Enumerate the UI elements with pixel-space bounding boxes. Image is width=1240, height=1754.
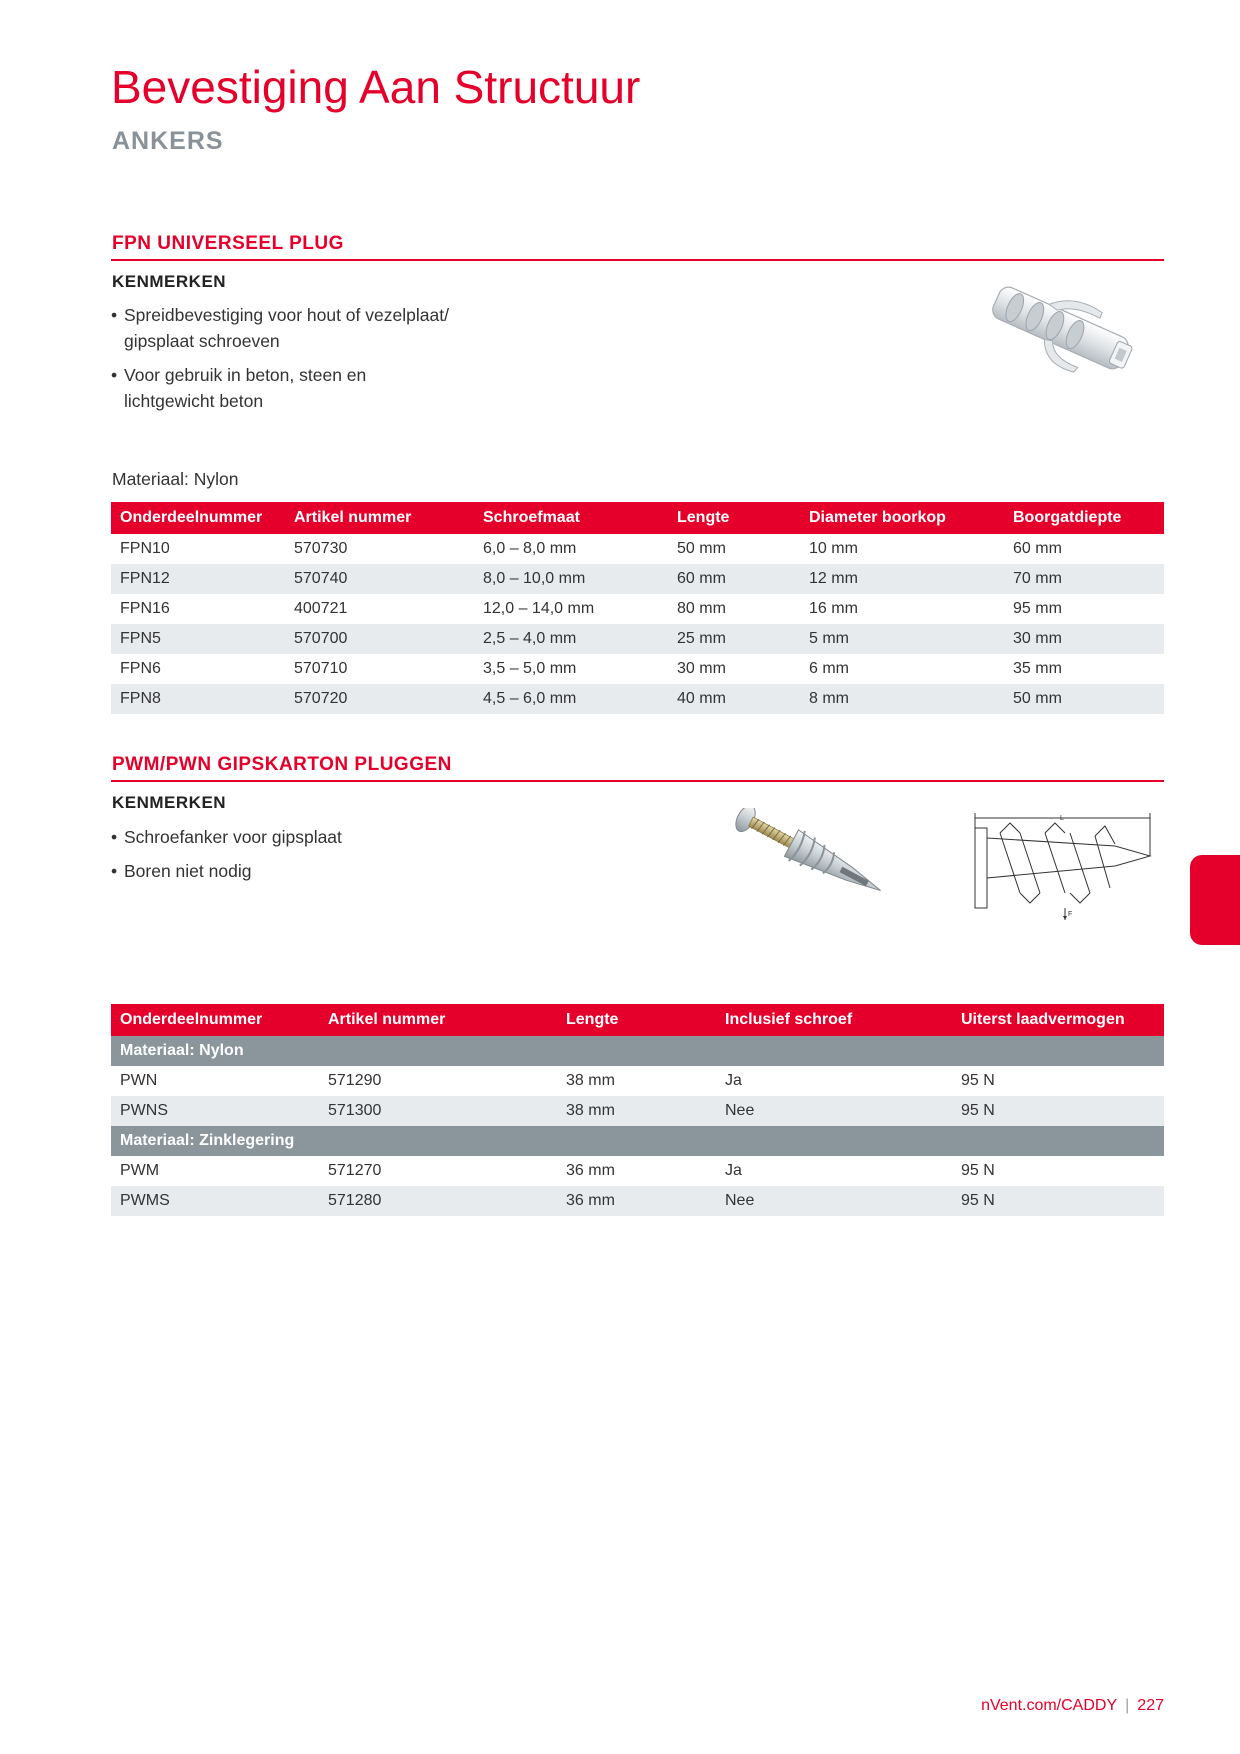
table-cell: PWNS [111,1096,319,1126]
table-cell: 570710 [294,660,348,677]
page-title: Bevestiging Aan Structuur [111,61,641,113]
table-cell: PWN [120,1072,158,1089]
footer: nVent.com/CADDY | 227 [981,1697,1164,1714]
table-cell: 571300 [319,1096,557,1126]
feature-item: • Boren niet nodig [111,858,511,884]
table-cell: 36 mm [557,1186,716,1216]
table-cell: Ja [725,1072,742,1089]
table-row [111,684,1164,714]
table-row [111,1186,1164,1216]
fpn-plug-image [980,285,1155,380]
table-cell: 3,5 – 5,0 mm [483,660,577,677]
table-row [111,624,1164,654]
table-group-row [111,1126,1164,1156]
feature-item: • Spreidbevestiging voor hout of vezelplaat/ gipsplaat schroeven [111,302,511,354]
section-rule [111,259,1164,261]
table-row [111,534,1164,564]
table-row [111,654,1164,684]
table-cell: 5 mm [800,624,1004,654]
features-list [111,824,511,892]
table-cell: 25 mm [668,624,800,654]
features-list [111,302,511,422]
table-cell: 12 mm [800,564,1004,594]
table-cell: PWM [120,1162,160,1179]
table-cell: 570730 [294,540,348,557]
table-cell: 38 mm [557,1096,716,1126]
table-cell: 571270 [328,1162,382,1179]
table-cell: 95 N [952,1096,1164,1126]
table-cell: 95 N [961,1162,995,1179]
table-cell: 570700 [285,624,474,654]
table-cell: 570740 [285,564,474,594]
pwm-spec-table [111,1004,1164,1216]
table-cell: 50 mm [677,540,726,557]
table-cell: 40 mm [668,684,800,714]
table-cell: 60 mm [668,564,800,594]
table-cell: 35 mm [1013,660,1062,677]
table-cell: 95 mm [1013,600,1062,617]
table-cell: 16 mm [809,600,858,617]
table-cell: 8,0 – 10,0 mm [474,564,668,594]
diagram-label-force: F [1068,911,1073,918]
table-cell: 4,5 – 6,0 mm [474,684,668,714]
table-row [111,1066,1164,1096]
table-cell: PWMS [111,1186,319,1216]
table-row [111,594,1164,624]
table-cell: Nee [716,1096,952,1126]
page-subtitle: ANKERS [112,127,224,155]
table-header: Schroefmaat [474,502,668,534]
table-group-row [111,1036,1164,1066]
table-header: Boorgatdiepte [1004,502,1164,534]
table-header: Inclusief schroef [716,1004,952,1036]
table-cell: FPN6 [120,660,161,677]
section-rule [111,780,1164,782]
table-row [111,1096,1164,1126]
table-cell: 571280 [319,1186,557,1216]
table-cell: 95 N [952,1186,1164,1216]
material-label: Materiaal: Nylon [112,469,239,489]
table-header: Artikel nummer [319,1004,557,1036]
section-title-pwm: PWM/PWN GIPSKARTON PLUGGEN [112,754,452,775]
fpn-spec-table [111,502,1164,714]
table-cell: FPN10 [120,540,170,557]
table-cell: 36 mm [566,1162,615,1179]
table-row [111,564,1164,594]
group-label: Materiaal: Zinklegering [111,1126,1164,1156]
table-cell: FPN8 [111,684,285,714]
table-cell: 50 mm [1004,684,1164,714]
table-header: Onderdeelnummer [111,1004,319,1036]
pwm-technical-diagram [965,808,1160,928]
pwm-anchor-image [725,808,900,903]
table-cell: 30 mm [1004,624,1164,654]
page-number: 227 [1137,1697,1164,1714]
group-label: Materiaal: Nylon [111,1036,1164,1066]
table-header-row [111,502,1164,534]
table-cell: Ja [725,1162,742,1179]
table-cell: 60 mm [1013,540,1062,557]
table-cell: FPN5 [111,624,285,654]
table-header: Diameter boorkop [800,502,1004,534]
section-title-fpn: FPN UNIVERSEEL PLUG [112,233,344,254]
table-cell: FPN16 [120,600,170,617]
table-cell: 70 mm [1004,564,1164,594]
table-cell: 6 mm [809,660,849,677]
table-cell: 8 mm [800,684,1004,714]
table-cell: 571290 [328,1072,382,1089]
table-header: Onderdeelnummer [111,502,285,534]
table-cell: 570720 [285,684,474,714]
table-cell: 10 mm [809,540,858,557]
table-row [111,1156,1164,1186]
table-cell: 2,5 – 4,0 mm [474,624,668,654]
table-cell: 6,0 – 8,0 mm [483,540,577,557]
table-cell: FPN12 [111,564,285,594]
table-cell: 400721 [294,600,348,617]
section-side-tab [1190,855,1240,945]
table-header: Lengte [557,1004,716,1036]
table-header: Uiterst laadvermogen [952,1004,1164,1036]
features-heading: KENMERKEN [112,793,227,812]
table-header: Lengte [668,502,800,534]
feature-item: • Voor gebruik in beton, steen en lichtgewicht beton [111,362,384,414]
table-cell: 95 N [961,1072,995,1089]
table-header: Artikel nummer [285,502,474,534]
table-cell: 38 mm [566,1072,615,1089]
table-cell: Nee [716,1186,952,1216]
feature-item: • Schroefanker voor gipsplaat [111,824,511,850]
footer-site-link[interactable]: nVent.com/CADDY [981,1697,1118,1714]
features-heading: KENMERKEN [112,272,227,291]
table-header-row [111,1004,1164,1036]
table-cell: 30 mm [677,660,726,677]
table-cell: 80 mm [677,600,726,617]
table-cell: 12,0 – 14,0 mm [483,600,595,617]
diagram-label-length: L [1060,815,1064,822]
